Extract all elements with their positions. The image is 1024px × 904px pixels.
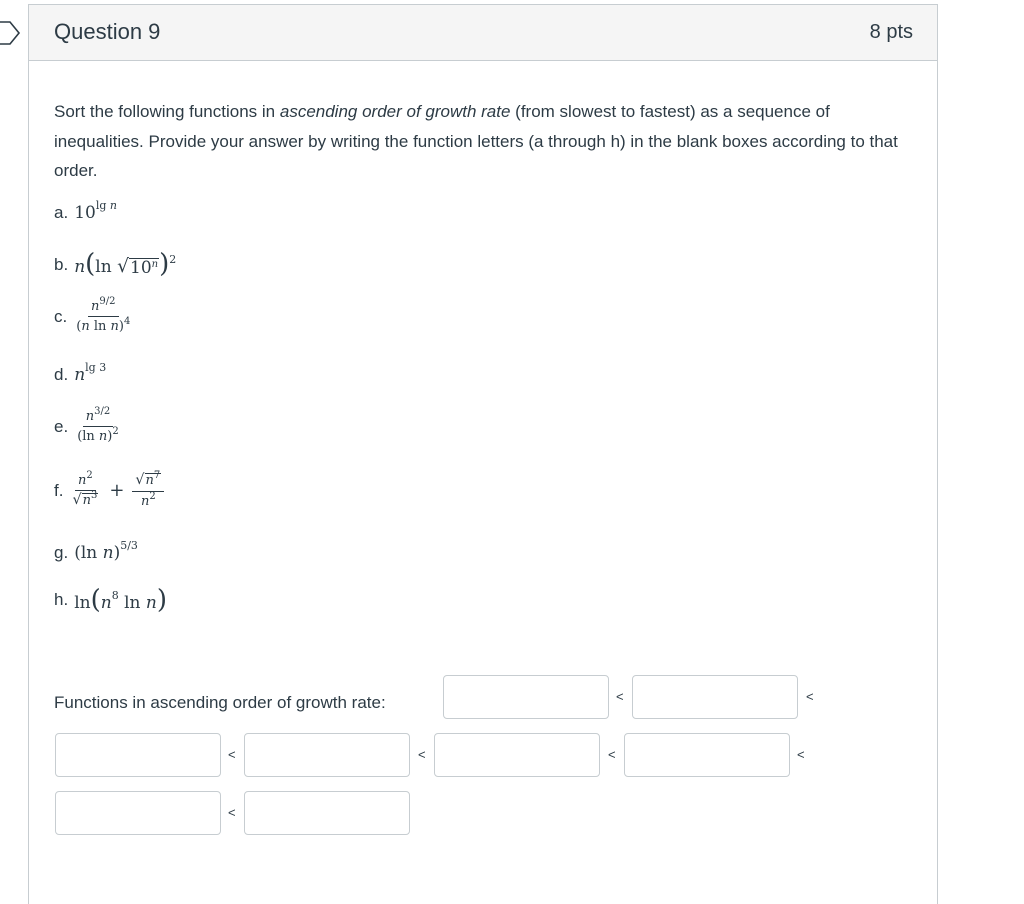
answer-box-1[interactable] <box>443 675 609 719</box>
function-a <box>54 199 117 223</box>
less-than-sign: < <box>608 747 616 762</box>
less-than-sign: < <box>228 747 236 762</box>
answer-box-5[interactable] <box>434 733 600 777</box>
function-c <box>54 296 133 334</box>
answer-box-3[interactable] <box>55 733 221 777</box>
less-than-sign: < <box>806 689 814 704</box>
collapse-arrow-icon[interactable] <box>0 20 22 46</box>
function-letter: g. <box>54 543 69 562</box>
function-e <box>54 406 122 444</box>
function-b <box>54 251 176 279</box>
answer-box-7[interactable] <box>55 791 221 835</box>
less-than-sign: < <box>797 747 805 762</box>
instructions-part1: Sort the following functions in <box>54 102 280 121</box>
function-e-formula: $\frac{n^{3/2}}{(\ln n)^2}$ <box>77 406 119 444</box>
question-card <box>28 4 938 904</box>
question-points: 8 pts <box>869 21 913 43</box>
function-h-formula: $\ln(n^8$ ln n) <box>74 585 167 615</box>
function-letter: e. <box>54 416 69 436</box>
function-letter: c. <box>54 306 68 326</box>
function-letter: f. <box>54 480 64 500</box>
function-letter: b. <box>54 254 69 274</box>
function-letter: h. <box>54 590 69 609</box>
function-b-formula: n(ln √ 10$^n$ )$^2$ <box>74 249 177 279</box>
function-d <box>54 361 107 385</box>
answer-box-6[interactable] <box>624 733 790 777</box>
less-than-sign: < <box>616 689 624 704</box>
question-header <box>29 5 937 61</box>
answer-box-2[interactable] <box>632 675 798 719</box>
instructions-emphasis: ascending order of growth rate <box>279 102 511 121</box>
function-h <box>54 587 167 613</box>
function-g-formula: (ln n)$^{5/3}$ <box>74 539 138 563</box>
function-f-formula: $n^2$ √ $n^3$ + √ $n^7$ $n^2$ <box>69 473 164 509</box>
function-d-formula: $n^{lg 3}$ <box>74 361 107 385</box>
question-instructions <box>54 97 914 186</box>
instructions-part2: (from slowest to fastest) as a sequence of inequalities. Provide your answer by writing the function letters (a through h) in the blank boxes according to that order. <box>54 102 898 180</box>
function-c-formula: $\frac{n^{9/2}}{(n \ln n)^4}$ <box>76 296 131 334</box>
answer-box-8[interactable] <box>244 791 410 835</box>
question-title: Question 9 <box>54 19 161 44</box>
answer-label: Functions in ascending order of growth rate: <box>54 693 386 712</box>
less-than-sign: < <box>418 747 426 762</box>
function-letter: a. <box>54 203 69 222</box>
function-a-formula: $10^{lg n}$ <box>74 199 117 223</box>
function-letter: d. <box>54 365 69 384</box>
answer-box-4[interactable] <box>244 733 410 777</box>
function-f <box>54 470 164 509</box>
function-g <box>54 539 138 563</box>
less-than-sign: < <box>228 805 236 820</box>
